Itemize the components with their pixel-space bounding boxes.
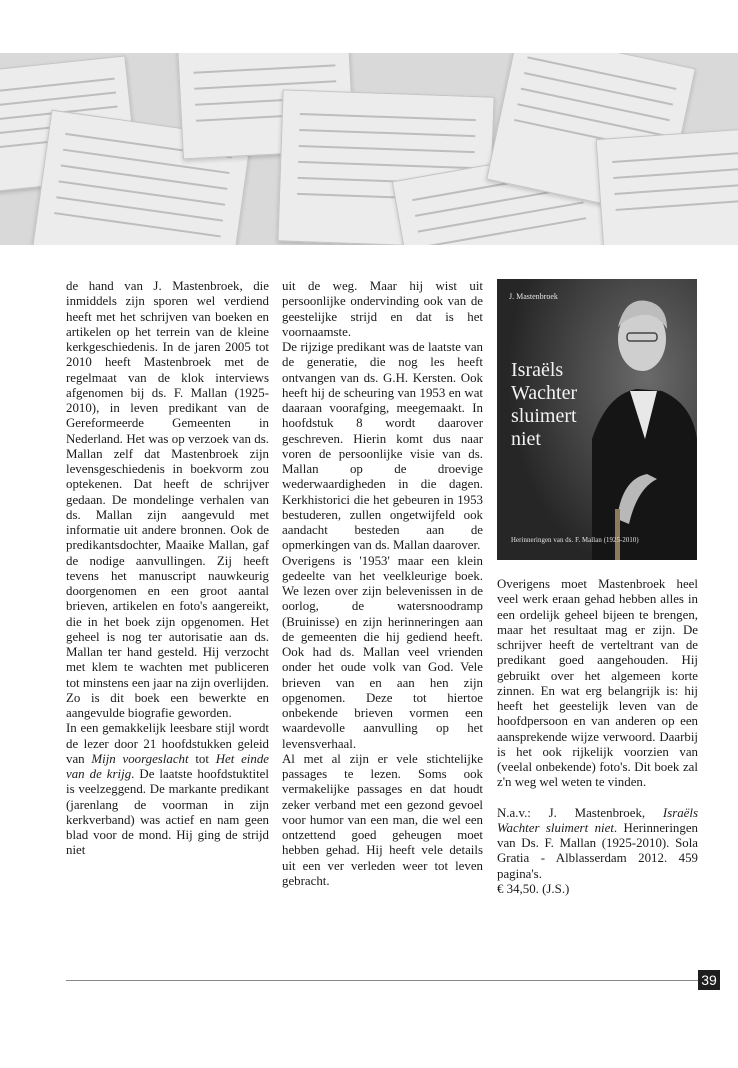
cover-title-line: niet	[511, 428, 541, 450]
page-number: 39	[698, 970, 720, 990]
article-column-1	[66, 279, 269, 859]
text-run: tot	[188, 751, 216, 766]
cover-title-line: sluimert	[511, 405, 577, 427]
footer-rule	[66, 980, 698, 981]
article-column-3	[497, 577, 698, 897]
cover-subtitle: Herinneringen van ds. F. Mallan (1925-2010)	[511, 537, 639, 544]
text-run: . Herinneringen van Ds. F. Mallan (1925-2010). Sola Gratia - Alblasserdam 2012. 459 pagina's.	[497, 820, 698, 881]
header-banner-books-image	[0, 53, 738, 245]
cover-title-line: Wachter	[511, 382, 578, 404]
price: € 34,50. (J.S.)	[497, 881, 570, 896]
paragraph	[66, 721, 269, 858]
cover-author: J. Mastenbroek	[509, 292, 558, 301]
book-title: Israëls Wachter sluimert niet	[497, 805, 698, 835]
paragraph: Overigens is '1953' maar een klein gedeelte van het veelkleurige boek. We lezen over zijn belevenissen in de oorlog, de watersnoodramp (Bruinisse) en zijn herinneringen aan de gemeenten die hij gediend heeft. Ook had ds. Mallan veel vrienden onder het oude volk van God. Vele brieven van en aan hen zijn opgenomen. Deze tot hiertoe onbekende brieven vormen een waardevolle aanvulling op het levensverhaal.	[282, 553, 483, 751]
paragraph: Al met al zijn er vele stichtelijke passages te lezen. Soms ook vermakelijke passages en dat houdt zeker verband met een gezond gevoel voor humor van een man, die wel een ontzettend goed geheugen moet hebben gehad. Hij heeft vele details uit een ver verleden weer tot leven gebracht.	[282, 751, 483, 888]
paragraph: De rijzige predikant was de laatste van de generatie, die nog les heeft ontvangen van ds. G.H. Kersten. Ook heeft hij de scheuring van 1953 en wat daaraan voorafging, meegemaakt. In hoofdstuk 8 wordt daarover geschreven. Hierin komt dus naar voren de persoonlijke visie van ds. Mallan op de droevige wederwaardigheden in die dagen. Kerkhistorici die het gebeuren in 1953 bestuderen, zullen ongetwijfeld ook aandacht besteden aan de opmerkingen van ds. Mallan daarover.	[282, 340, 483, 553]
paragraph: Overigens moet Mastenbroek heel veel werk eraan gehad hebben alles in een ordelijk geheel bijeen te brengen, maar het resultaat mag er zijn. De schrijver heeft de verteltrant van de predikant goed aangehouden. Hij gebruikt over het algemeen korte zinnen. En wat erg belangrijk is: hij heeft het geestelijk leven van de hoofdpersoon en van anderen op een aansprekende wijze verwoord. Daarbij is het ook rijkelijk voorzien van (veelal onbekende) foto's. Dit boek zal z'n weg wel weten te vinden.	[497, 577, 698, 790]
cover-title	[511, 359, 577, 451]
book-cover-image	[497, 279, 697, 560]
paragraph: de hand van J. Mastenbroek, die inmiddels zijn sporen wel verdiend heeft met het schrijven van boeken en artikelen op het terrein van de kleine kerkgeschiedenis. In de jaren 2005 tot 2010 heeft Mastenbroek met de regelmaat van de klok interviews afgenomen bij ds. F. Mallan (1925-2010), in leven predikant van de Gereformeerde Gemeenten in Nederland. Het was op verzoek van ds. Mallan zelf dat Mastenbroek zijn levensgeschiedenis in boekvorm zou optekenen. Dat heeft de schrijver gedaan. De mondelinge verhalen van ds. Mallan zijn aangevuld met informatie uit andere bronnen. Ook de predikantsdochter, Maaike Mallan, gaf de nodige aanvullingen. Zij heeft tevens het manuscript nauwkeurig doorgenomen en een groot aantal brieven, artikelen en foto's aangereikt, die in het boek zijn opgenomen. Het geheel is nog ter autorisatie aan ds. Mallan ter hand gesteld. Hij verzocht met klem te wachten met publiceren tot minstens een jaar na zijn overlijden. Zo is dit boek een bewerkte en aangevulde biografie geworden.	[66, 279, 269, 720]
chapter-title-last: Het einde van de krijg	[66, 751, 269, 781]
chapter-title-first: Mijn voorgeslacht	[91, 751, 189, 766]
text-run: . De laatste hoofdstuktitel is veelzeggend. De markante predikant (jarenlang de voorman in zijn kerkverband) was actief en nam geen blad voor de mond. Hij ging de strijd niet	[66, 767, 269, 858]
book-citation	[497, 806, 698, 898]
article-column-2	[282, 279, 483, 889]
text-run: In een gemakkelijk leesbare stijl wordt de lezer door 21 hoofdstukken geleid van	[66, 721, 269, 766]
text-run: N.a.v.: J. Mastenbroek,	[497, 805, 663, 820]
paragraph: uit de weg. Maar hij wist uit persoonlijke ondervinding ook van de geestelijke strijd en dat is het voornaamste.	[282, 279, 483, 339]
cover-title-line: Israëls	[511, 359, 564, 381]
